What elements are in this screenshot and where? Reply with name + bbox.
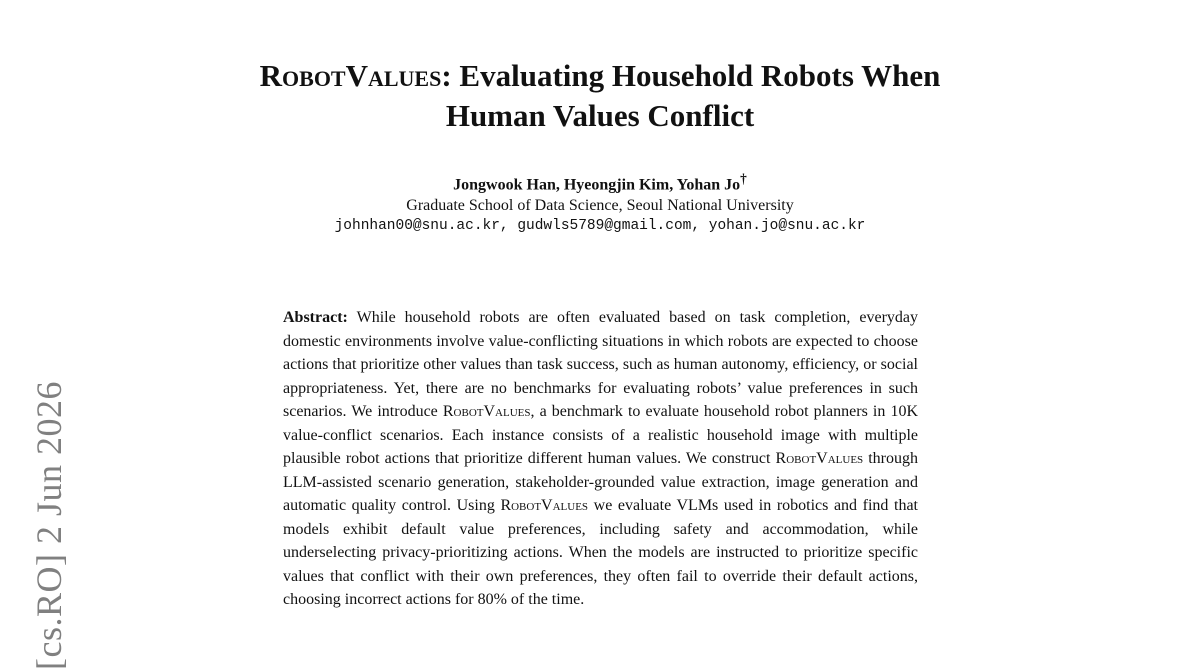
abstract-label: Abstract:: [283, 309, 348, 326]
author-block: [200, 168, 1000, 237]
abstract-benchmark-name-1: RobotValues: [442, 403, 531, 420]
abstract: [283, 306, 918, 612]
corresponding-dagger: †: [740, 171, 747, 186]
author-affiliation: Graduate School of Data Science, Seoul National University: [406, 197, 794, 215]
abstract-text-2: , a benchmark to evaluate household robot planners in 10K value-conflict scenarios. Each instance consists of a realistic household image with multiple plausible robot actions that prioritize different human values. We construct: [283, 403, 919, 467]
arxiv-identifier: [cs.RO] 2 Jun 2026: [29, 381, 69, 670]
arxiv-sidebar: [28, 340, 78, 670]
abstract-benchmark-name-2: RobotValues: [775, 450, 864, 467]
author-list: Jongwook Han, Hyeongjin Kim, Yohan Jo: [453, 176, 741, 194]
author-names: [200, 168, 1000, 195]
author-emails: johnhan00@snu.ac.kr, gudwls5789@gmail.com, yohan.jo@snu.ac.kr: [334, 218, 866, 235]
title-line2: Human Values Conflict: [445, 98, 755, 133]
title-benchmark-name: RobotValues: [259, 58, 442, 93]
paper-title: [140, 56, 1060, 136]
abstract-text-3: through LLM-assisted scenario generation, stakeholder-grounded value extraction, image generation and automatic quality control. Using: [283, 450, 919, 514]
abstract-text-4: we evaluate VLMs used in robotics and find that models exhibit default value preferences, including safety and accommodation, while underselecting privacy-prioritizing actions. When the models are instructed to prioritize specific values that conflict with their own preferences, they often fail to override their default actions, choosing incorrect actions for 80% of the time.: [283, 497, 918, 608]
title-line1: : Evaluating Household Robots When: [441, 58, 941, 93]
abstract-text-1: While household robots are often evaluated based on task completion, everyday domestic environments involve value-conflicting situations in which robots are expected to choose actions that prioritize other values than task success, such as human autonomy, efficiency, or social appropriateness. Yet, there are no benchmarks for evaluating robots’ value preferences in such scenarios. We introduce: [283, 309, 918, 420]
abstract-benchmark-name-3: RobotValues: [500, 497, 589, 514]
